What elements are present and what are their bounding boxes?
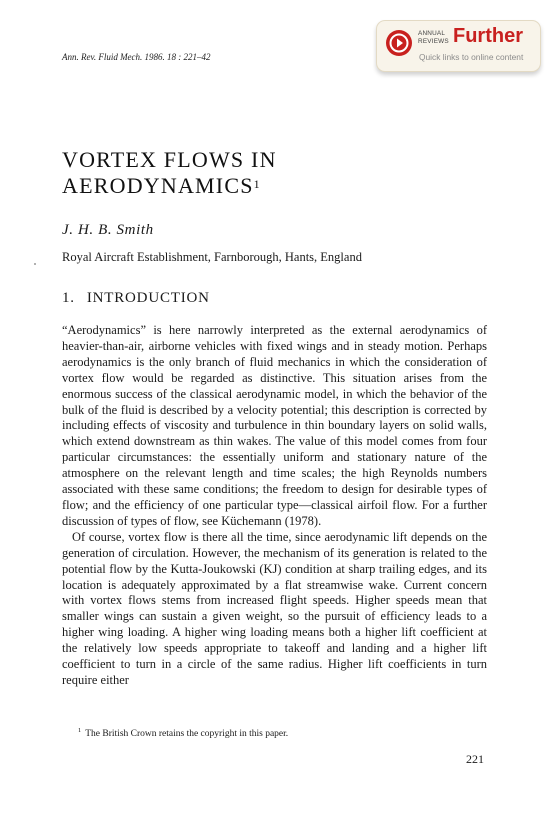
journal-citation: Ann. Rev. Fluid Mech. 1986. 18 : 221–42 xyxy=(62,52,211,62)
body-text xyxy=(62,323,487,689)
section-heading xyxy=(62,290,210,307)
stray-mark xyxy=(34,263,36,265)
further-label: Further xyxy=(453,25,523,47)
title-line-2: AERODYNAMICS xyxy=(62,173,254,198)
footnote xyxy=(78,727,288,739)
paragraph: “Aerodynamics” is here narrowly interpreted as the external aerodynamics of heavier-than-air, airborne vehicles with fixed wings and in steady motion. Perhaps aerodynamics is the only branch of fluid mechanics in which the consideration of vortex flow would be regarded as distinctive. This situation arises from the enormous success of the classical aerodynamic model, in which the behavior of the bulk of the fluid is described by a velocity potential; this description is corrected by including effects of viscosity and turbulence in thin boundary layers on solid walls, which extend downstream as thin wakes. The value of this model comes from four particular circumstances: the essentially uniform and stationary nature of the atmosphere on the relevant length and time scales; the high Reynolds numbers associated with these same conditions; the freedom to design for desirable types of flow; and the efficiency of one particular type—classical airfoil flow. For a further discussion of types of flow, see Küchemann (1978). xyxy=(62,323,487,528)
author-name: J. H. B. Smith xyxy=(62,222,154,238)
page-number: 221 xyxy=(466,752,484,766)
wordmark-line-reviews: REVIEWS xyxy=(418,37,449,45)
footnote-text: The British Crown retains the copyright in this paper. xyxy=(85,729,289,740)
annual-reviews-wordmark xyxy=(418,30,452,45)
title-footnote-mark: 1 xyxy=(253,177,260,191)
annual-reviews-logo-icon xyxy=(386,30,412,56)
title-line-1: VORTEX FLOWS IN xyxy=(62,147,277,172)
article-title xyxy=(62,147,277,199)
section-number: 1. xyxy=(62,290,75,306)
further-links-badge[interactable] xyxy=(376,20,541,72)
footnote-mark: 1 xyxy=(78,727,82,734)
paragraph: Of course, vortex flow is there all the time, since aerodynamic lift depends on the generation of circulation. However, the mechanism of its generation is related to the potential flow by the Kutta-Joukowski (KJ) condition at sharp trailing edges, and its location is adequately approximated by a flat streamwise wake. Current concern with vortex flows stems from increased flight speeds. Higher speeds mean that smaller wings can sustain a given weight, so the pursuit of efficiency leads to a higher wing loading. A higher wing loading means both a higher lift coefficient at the relatively low speeds appropriate to takeoff and landing and a higher lift coefficient to turn in a circle of the same radius. Higher lift coefficients in turn require either xyxy=(62,529,487,687)
wordmark-line-annual: ANNUAL xyxy=(418,30,446,37)
author-affiliation: Royal Aircraft Establishment, Farnborough, Hants, England xyxy=(62,250,362,264)
section-title: INTRODUCTION xyxy=(86,290,210,306)
further-subtitle: Quick links to online content xyxy=(419,52,524,62)
